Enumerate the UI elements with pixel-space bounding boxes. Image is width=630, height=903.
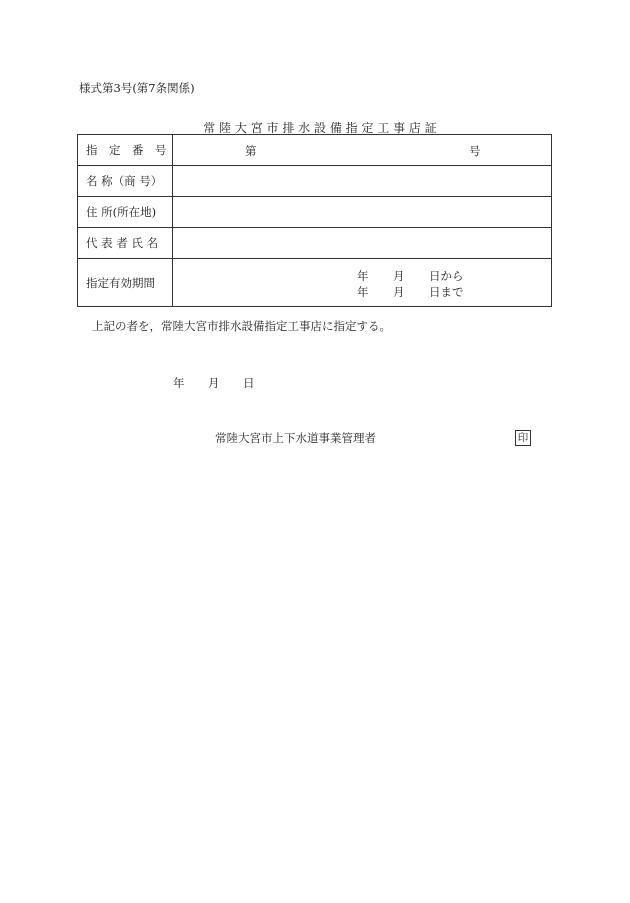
- validity-period-label: 指定有効期間: [78, 259, 173, 307]
- certificate-table: [77, 134, 552, 307]
- table-row-address: [78, 197, 552, 228]
- seal-mark: 印: [515, 430, 531, 446]
- validity-period-field[interactable]: [173, 259, 552, 307]
- table-row-designation-number: [78, 135, 552, 166]
- table-row-name: [78, 166, 552, 197]
- document-title: 常 陸 大 宮 市 排 水 設 備 指 定 工 事 店 証: [203, 121, 437, 135]
- issue-month: 月: [208, 376, 220, 390]
- to-month: 月: [393, 285, 405, 299]
- to-day: 日まで: [429, 285, 464, 299]
- from-day: 日から: [429, 269, 464, 283]
- designation-number-field[interactable]: [173, 135, 552, 166]
- table-row-validity-period: [78, 259, 552, 307]
- address-field[interactable]: [173, 197, 552, 228]
- from-year: 年: [357, 269, 369, 283]
- from-month: 月: [393, 269, 405, 283]
- form-number: 様式第3号(第7条関係): [79, 81, 195, 95]
- name-label: 名 称（商 号）: [78, 166, 173, 197]
- representative-field[interactable]: [173, 228, 552, 259]
- designation-statement: 上記の者を，常陸大宮市排水設備指定工事店に指定する。: [92, 319, 391, 333]
- address-label: 住 所(所在地): [78, 197, 173, 228]
- name-field[interactable]: [173, 166, 552, 197]
- to-year: 年: [357, 285, 369, 299]
- table-row-representative: [78, 228, 552, 259]
- issue-day: 日: [243, 376, 255, 390]
- representative-label: 代 表 者 氏 名: [78, 228, 173, 259]
- issue-year: 年: [173, 376, 185, 390]
- designation-number-label: 指 定 番 号: [78, 135, 173, 166]
- number-prefix: 第: [245, 144, 257, 158]
- number-suffix: 号: [469, 144, 481, 158]
- issuer-name: 常陸大宮市上下水道事業管理者: [215, 431, 376, 445]
